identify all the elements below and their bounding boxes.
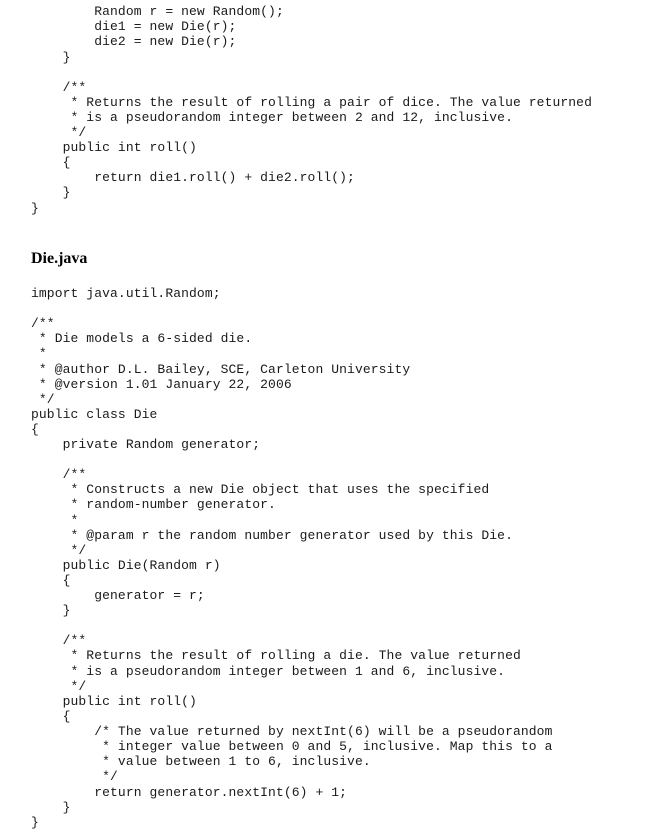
code-line: /** — [31, 80, 87, 95]
code-line: die1 = new Die(r); — [31, 19, 237, 34]
code-line: public int roll() — [31, 694, 197, 709]
code-line: * — [31, 346, 47, 361]
code-line: } — [31, 603, 71, 618]
code-line: * is a pseudorandom integer between 1 and 6, inclusive. — [31, 664, 506, 679]
code-line: private Random generator; — [31, 437, 261, 452]
code-line: * integer value between 0 and 5, inclusive. Map this to a — [31, 739, 553, 754]
code-line: /** — [31, 633, 87, 648]
code-line: * Constructs a new Die object that uses the specified — [31, 482, 490, 497]
code-line: } — [31, 50, 71, 65]
code-line: * Die models a 6-sided die. — [31, 331, 253, 346]
code-line: */ — [31, 125, 87, 140]
code-line: */ — [31, 392, 55, 407]
code-line: * value between 1 to 6, inclusive. — [31, 754, 371, 769]
section-title: Die.java — [31, 250, 88, 267]
code-line: } — [31, 800, 71, 815]
code-line: import java.util.Random; — [31, 286, 221, 301]
code-line: return die1.roll() + die2.roll(); — [31, 170, 355, 185]
code-line: Random r = new Random(); — [31, 4, 284, 19]
code-line: return generator.nextInt(6) + 1; — [31, 785, 348, 800]
code-line: */ — [31, 679, 87, 694]
code-line: */ — [31, 543, 87, 558]
code-line: */ — [31, 769, 118, 784]
code-line: /** — [31, 467, 87, 482]
code-line: * — [31, 513, 79, 528]
code-line: * @version 1.01 January 22, 2006 — [31, 377, 292, 392]
code-line: public int roll() — [31, 140, 197, 155]
code-line: /* The value returned by nextInt(6) will be a pseudorandom — [31, 724, 553, 739]
code-line: * is a pseudorandom integer between 2 and 12, inclusive. — [31, 110, 513, 125]
code-line: die2 = new Die(r); — [31, 34, 237, 49]
code-line: { — [31, 155, 71, 170]
code-line: * random-number generator. — [31, 497, 276, 512]
code-line: public Die(Random r) — [31, 558, 221, 573]
code-line: generator = r; — [31, 588, 205, 603]
code-line: { — [31, 709, 71, 724]
code-line: * Returns the result of rolling a die. The value returned — [31, 648, 521, 663]
code-line: } — [31, 201, 39, 216]
code-line: { — [31, 573, 71, 588]
code-line: /** — [31, 316, 55, 331]
code-line: { — [31, 422, 39, 437]
code-line: * @param r the random number generator used by this Die. — [31, 528, 513, 543]
code-line: * Returns the result of rolling a pair of dice. The value returned — [31, 95, 592, 110]
code-line: } — [31, 185, 71, 200]
code-line: * @author D.L. Bailey, SCE, Carleton University — [31, 362, 411, 377]
code-line: public class Die — [31, 407, 158, 422]
code-line: } — [31, 815, 39, 830]
